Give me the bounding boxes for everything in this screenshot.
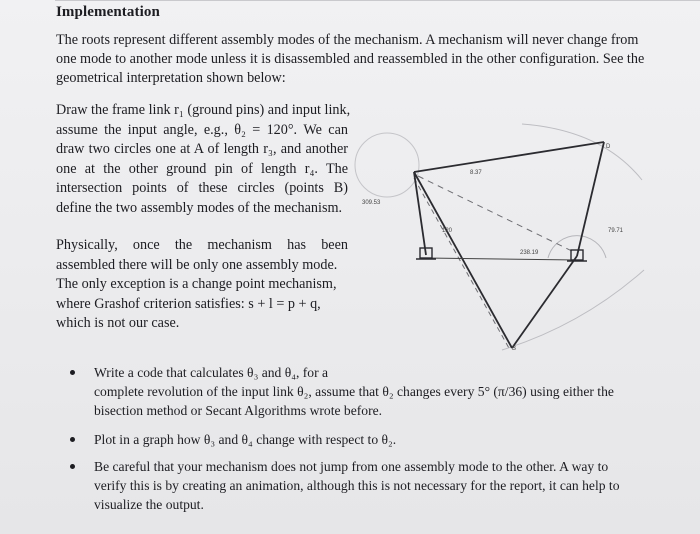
label-point-d: D bbox=[606, 144, 611, 150]
circle-arc-r3 bbox=[502, 270, 644, 350]
dashed-line-2 bbox=[418, 176, 574, 252]
mechanism-diagram bbox=[352, 120, 652, 352]
bullet-dot bbox=[70, 437, 75, 442]
intro-line-2: one mode to another mode unless it is disassembled and reassembled in the other configuration. See the bbox=[56, 51, 645, 67]
left-paragraph-1 bbox=[56, 101, 351, 218]
left-p1-line: Draw the frame link r₁ (ground pins) and input link, bbox=[56, 102, 351, 118]
left-p1-line: one at the other ground pin of length r₄. The bbox=[56, 160, 348, 177]
section-heading: Implementation bbox=[56, 4, 160, 20]
left-p1-line: assume the input angle, e.g., θ₂ = 120°. We can bbox=[56, 121, 348, 138]
bullet-2-line: Plot in a graph how θ₃ and θ₄ change with respect to θ₂. bbox=[94, 432, 397, 447]
left-p2-line: Physically, once the mechanism has been bbox=[56, 237, 348, 253]
left-paragraph-2 bbox=[56, 236, 348, 334]
dashed-line-1 bbox=[414, 178, 510, 350]
bullet-dot bbox=[70, 464, 75, 469]
label-left-dimension: 309.53 bbox=[362, 200, 381, 206]
circle-at-a bbox=[355, 133, 419, 197]
bullet-3-line: verify this is by creating an animation, although this is not necessary for the report, it can help to bbox=[94, 478, 620, 493]
label-mid-dimension: 238.19 bbox=[520, 250, 539, 256]
bullet-1-line: bisection method or Secant Algorithms wrote before. bbox=[94, 403, 383, 418]
bullet-1-line: Write a code that calculates θ₃ and θ₄, for a bbox=[94, 365, 329, 380]
left-p2-line: where Grashof criterion satisfies: s + l = p + q, bbox=[56, 295, 321, 312]
left-p2-line: assembled there will be only one assembly mode. bbox=[56, 256, 338, 273]
ground-line bbox=[426, 258, 577, 260]
top-rule bbox=[55, 0, 700, 1]
label-angle-left: 120 bbox=[442, 228, 453, 234]
bullet-dot bbox=[70, 370, 75, 375]
intro-line-3: geometrical interpretation shown below: bbox=[56, 70, 286, 86]
left-p1-line: intersection points of these circles (points B) bbox=[56, 180, 348, 196]
coupler-link-lower bbox=[414, 172, 512, 348]
left-p1-line: define the two assembly modes of the mechanism. bbox=[56, 199, 343, 216]
left-p2-line: which is not our case. bbox=[56, 315, 180, 331]
label-point-b: B bbox=[512, 346, 517, 352]
left-p1-line: draw two circles one at A of length r₃, and another bbox=[56, 141, 348, 157]
bullet-3-line: Be careful that your mechanism does not jump from one assembly mode to the other. A way to bbox=[94, 459, 609, 474]
intro-line-1: The roots represent different assembly modes of the mechanism. A mechanism will never change from bbox=[56, 32, 639, 48]
bullet-1-line: complete revolution of the input link θ₂, assume that θ₂ changes every 5° (π/36) using either the bbox=[94, 384, 614, 399]
label-top-dimension: 8.37 bbox=[470, 170, 482, 176]
label-angle-right: 79.71 bbox=[608, 228, 624, 234]
left-p2-line: The only exception is a change point mechanism, bbox=[56, 276, 337, 292]
bullet-3-line: visualize the output. bbox=[94, 497, 204, 512]
coupler-link bbox=[414, 142, 604, 172]
